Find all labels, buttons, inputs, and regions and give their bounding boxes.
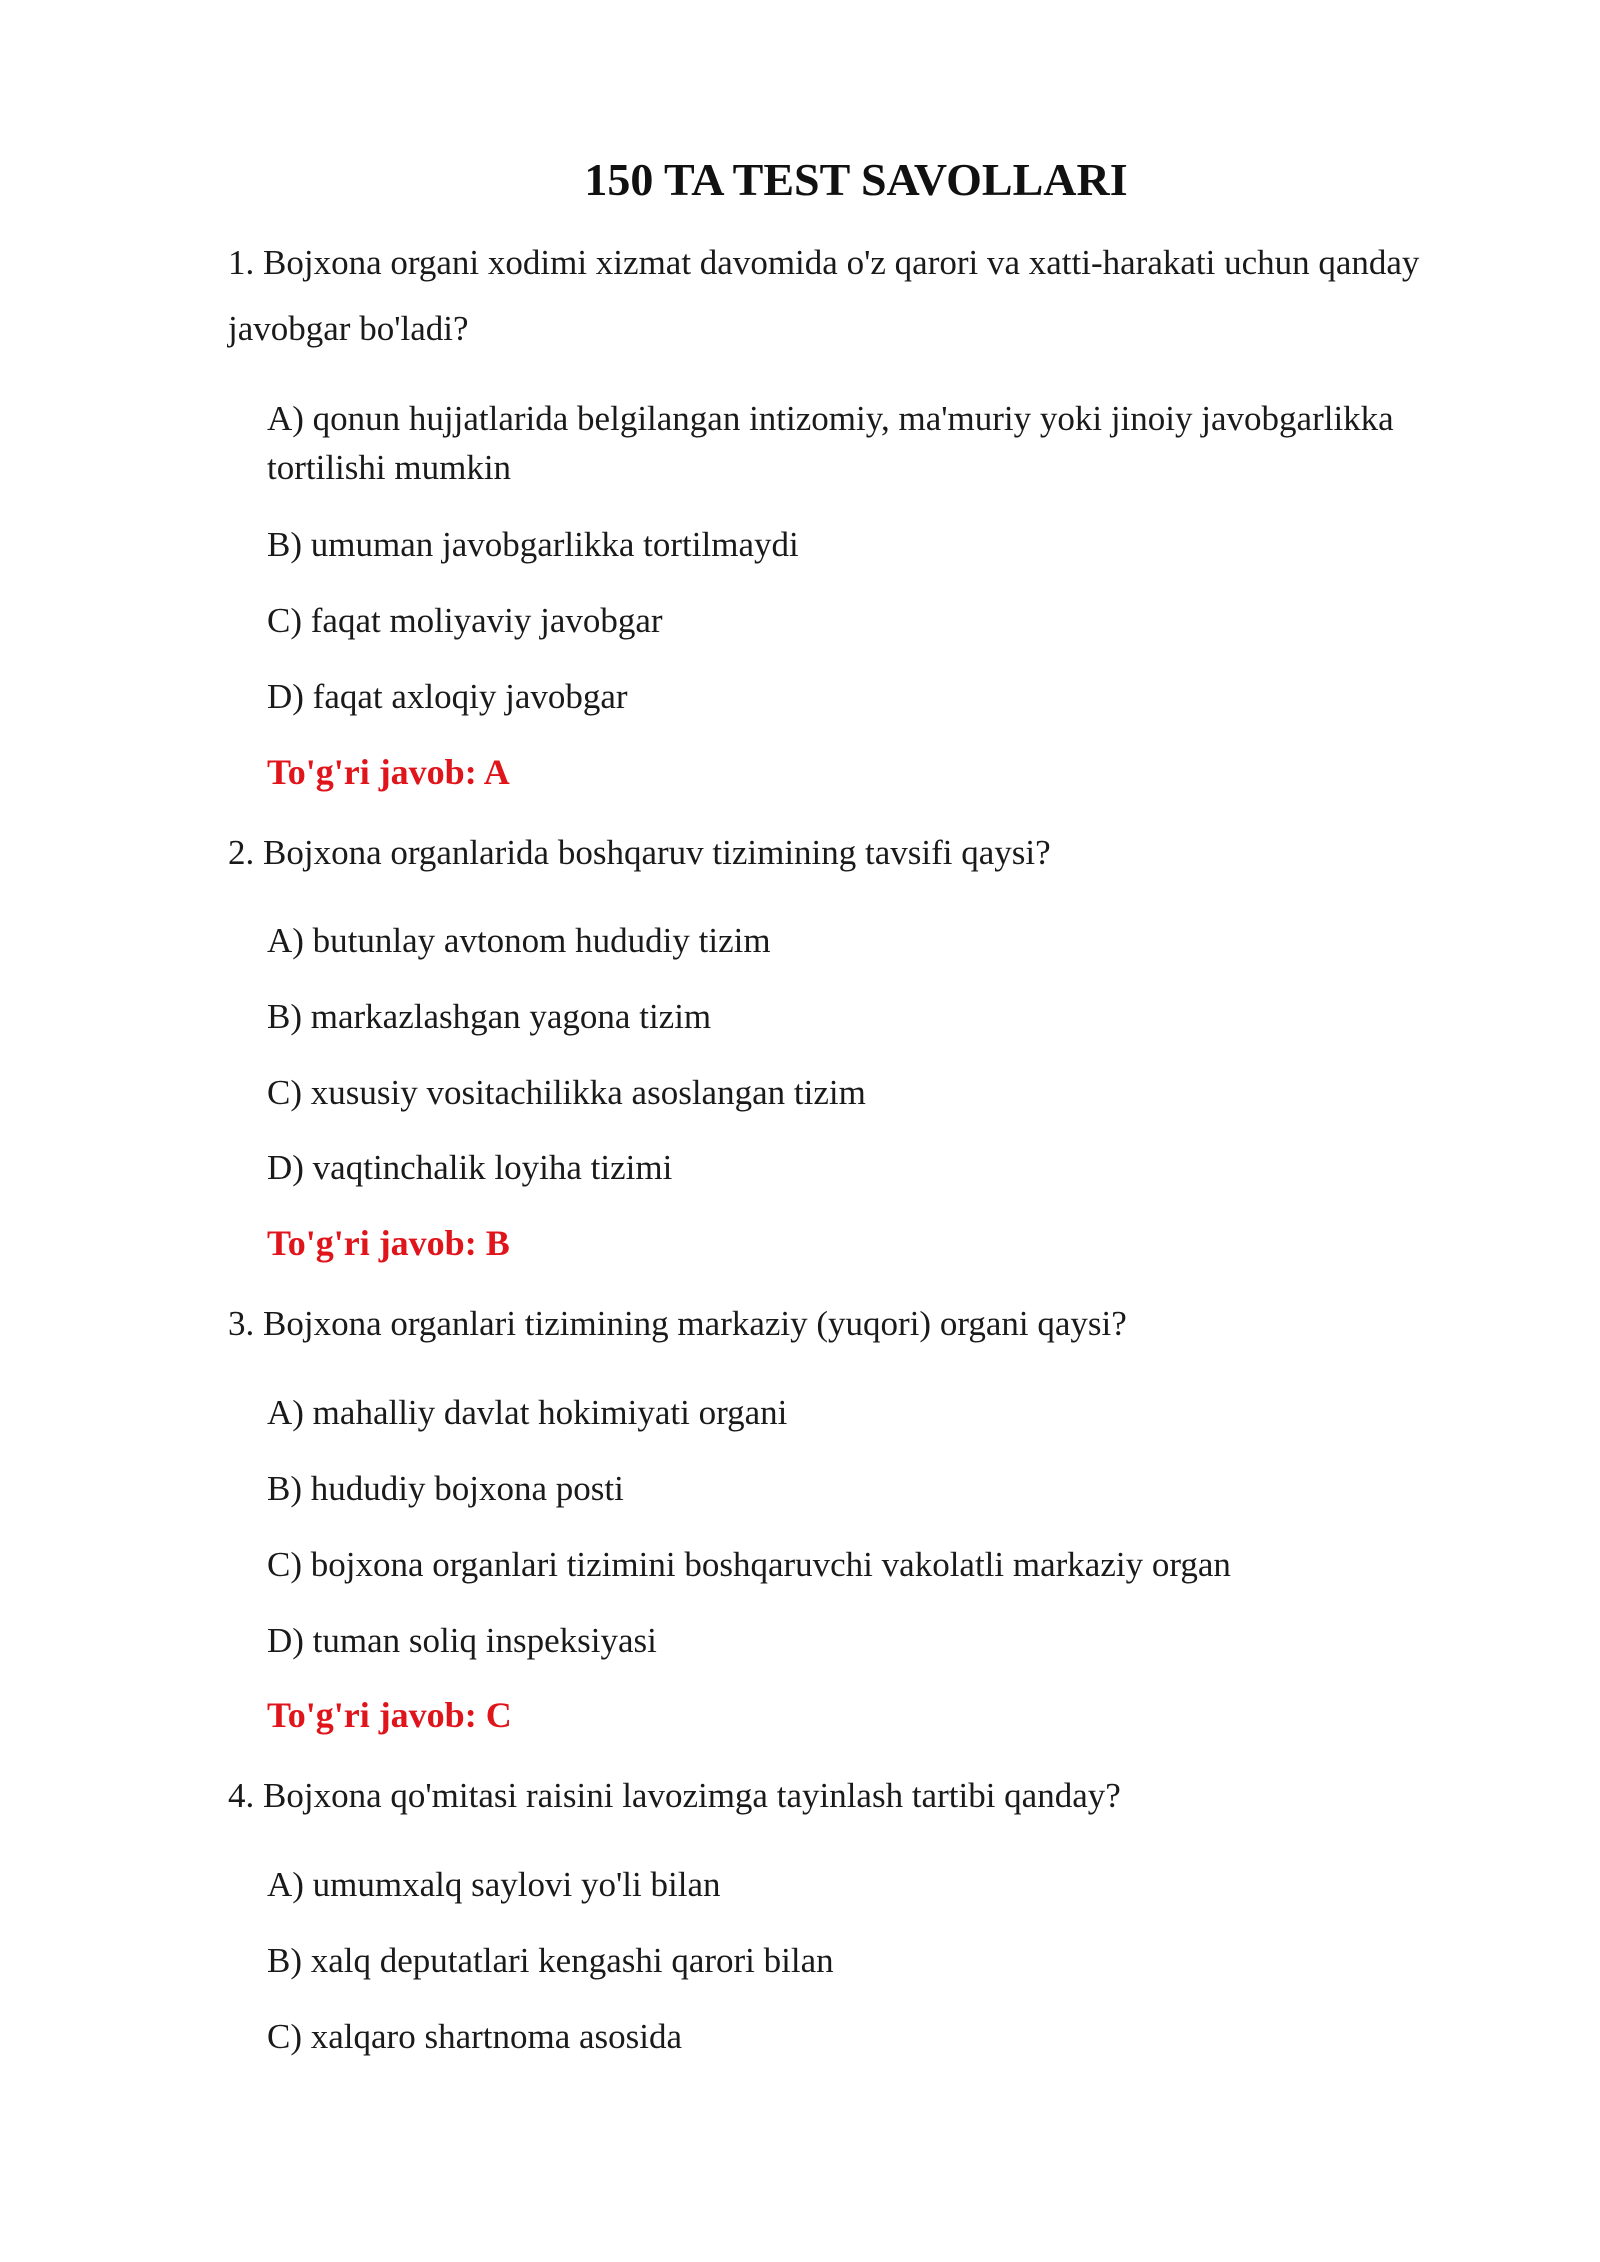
question-3-answer: To'g'ri javob: C bbox=[267, 1695, 512, 1735]
question-3-option-c: C) bojxona organlari tizimini boshqaruvchi vakolatli markaziy organ bbox=[267, 1545, 1231, 1584]
question-2-answer: To'g'ri javob: B bbox=[267, 1223, 510, 1263]
question-3-option-a: A) mahalliy davlat hokimiyati organi bbox=[267, 1393, 788, 1432]
question-1-text: 1. Bojxona organi xodimi xizmat davomida o'z qarori va xatti-harakati uchun qanday javobgar bo'ladi? bbox=[228, 243, 1420, 348]
question-1-option-c: C) faqat moliyaviy javobgar bbox=[267, 601, 663, 640]
question-2-option-b: B) markazlashgan yagona tizim bbox=[267, 997, 712, 1036]
question-4-option-c: C) xalqaro shartnoma asosida bbox=[267, 2017, 683, 2056]
question-1-option-a: A) qonun hujjatlarida belgilangan intizomiy, ma'muriy yoki jinoiy javobgarlikka tortilishi mumkin bbox=[267, 399, 1394, 487]
question-1-option-d: D) faqat axloqiy javobgar bbox=[267, 677, 628, 716]
question-2-option-c: C) xususiy vositachilikka asoslangan tizim bbox=[267, 1073, 866, 1112]
question-3-option-d: D) tuman soliq inspeksiyasi bbox=[267, 1621, 657, 1660]
question-1-answer: To'g'ri javob: A bbox=[267, 752, 510, 792]
question-3-option-b: B) hududiy bojxona posti bbox=[267, 1469, 624, 1508]
question-4-option-a: A) umumxalq saylovi yo'li bilan bbox=[267, 1865, 721, 1904]
question-4-option-b: B) xalq deputatlari kengashi qarori bilan bbox=[267, 1941, 834, 1980]
question-2-option-d: D) vaqtinchalik loyiha tizimi bbox=[267, 1148, 673, 1187]
question-2-option-a: A) butunlay avtonom hududiy tizim bbox=[267, 921, 771, 960]
page-title: 150 TA TEST SAVOLLARI bbox=[584, 154, 1128, 205]
question-3-text: 3. Bojxona organlari tizimining markaziy (yuqori) organi qaysi? bbox=[228, 1304, 1127, 1343]
question-2-text: 2. Bojxona organlarida boshqaruv tizimining tavsifi qaysi? bbox=[228, 833, 1051, 872]
question-1-option-b: B) umuman javobgarlikka tortilmaydi bbox=[267, 525, 799, 564]
question-4-text: 4. Bojxona qo'mitasi raisini lavozimga tayinlash tartibi qanday? bbox=[228, 1776, 1121, 1815]
